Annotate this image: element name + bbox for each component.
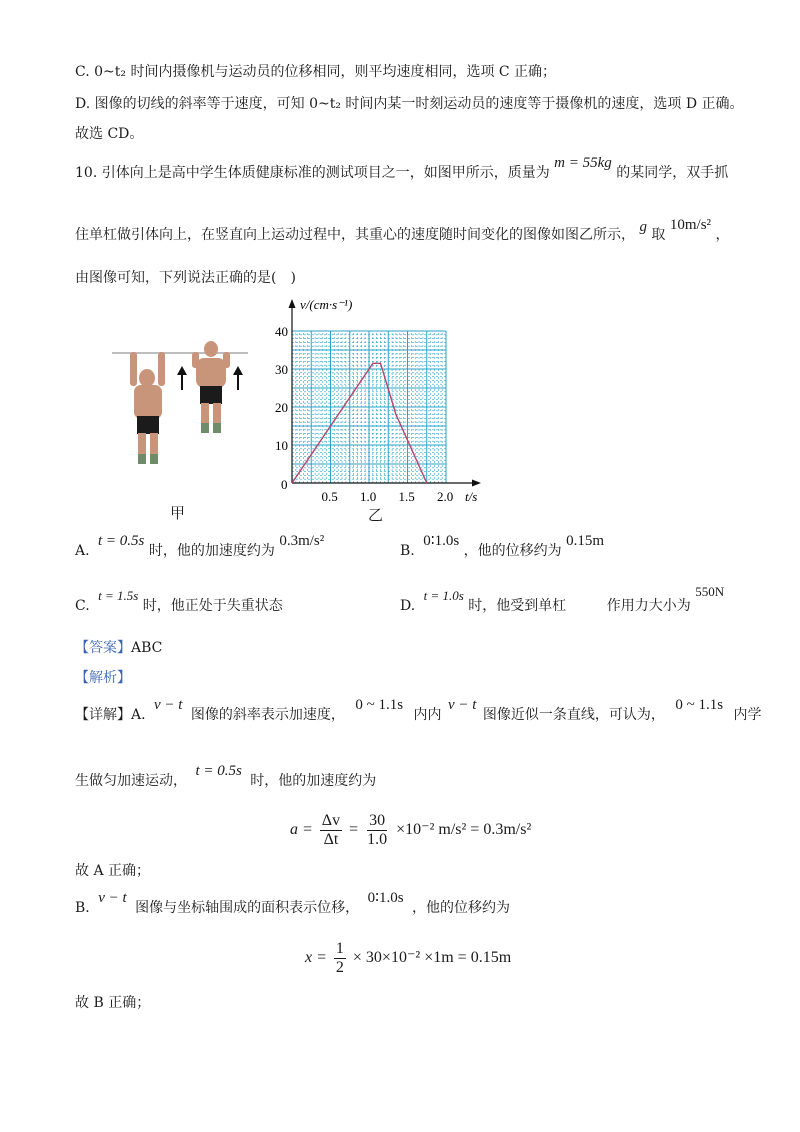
vt-chart <box>270 295 500 515</box>
series-line <box>292 363 427 483</box>
option-c: C. t = 1.5s 时，他正处于失重状态 <box>75 588 283 614</box>
y-tick-label: 10 <box>275 438 288 453</box>
option-a-value: 0.3m/s² <box>279 533 325 549</box>
x-axis-label: t/s <box>465 489 478 504</box>
x-tick-label: 1.5 <box>398 489 415 504</box>
detail-a-line1: 【详解】A. v − t 图像的斜率表示加速度， 0 ~ 1.1s 内内 v − t 图像近似一条直线，可认为， 0 ~ 1.1s 内学 <box>75 697 762 723</box>
y-axis-label: v/(cm·s⁻¹) <box>300 297 353 312</box>
detail-a-conclusion: 故 A 正确； <box>75 863 151 879</box>
x-tick-label: 2.0 <box>437 489 454 504</box>
detail-b-conclusion: 故 B 正确； <box>75 995 151 1011</box>
answer-line <box>75 637 162 657</box>
y-tick-label: 40 <box>275 324 288 339</box>
equation-acceleration: a = $\frac{\Delta v}{\Delta t}$ = $\frac{30}{1.0}$ ×10⁻² m/s² = 0.3m/s² <box>290 812 532 848</box>
answer-label: 【答案】 <box>75 640 131 656</box>
x-axis-arrow-icon <box>472 480 481 487</box>
conclusion-line: 故选 CD。 <box>75 126 144 142</box>
option-d-line: D. 图像的切线的斜率等于速度，可知 0~t₂ 时间内某一时刻运动员的速度等于摄像机的速度，选项 D 正确。 <box>75 96 744 112</box>
question-stem-3: 由图像可知，下列说法正确的是( ) <box>75 270 296 286</box>
mass-value: m = 55kg <box>554 155 612 171</box>
option-b-value: 0.15m <box>566 533 605 549</box>
option-d-value: 550N <box>695 584 725 599</box>
option-b: B. 0∶1.0s ，他的位移约为 0.15m <box>400 533 605 559</box>
y-tick-label: 20 <box>275 400 288 415</box>
option-a: A. t = 0.5s 时，他的加速度约为 0.3m/s² <box>75 533 325 559</box>
y-tick-label: 30 <box>275 362 288 377</box>
g-value: 10m/s² <box>669 217 712 233</box>
detail-b-line1: B. v − t 图像与坐标轴围成的面积表示位移， 0∶1.0s ，他的位移约为 <box>75 890 511 916</box>
x-tick-label: 1.0 <box>360 489 377 504</box>
answer-value: ABC <box>131 640 163 656</box>
figure-jia-caption: 甲 <box>170 504 186 522</box>
origin-label: 0 <box>281 477 288 492</box>
equation-displacement: x = $\frac{1}{2}$ × 30×10⁻² ×1m = 0.15m <box>305 940 512 976</box>
option-d: D. t = 1.0s 时，他受到单杠 作用力大小为 550N <box>400 584 725 614</box>
option-c-line: C. 0~t₂ 时间内摄像机与运动员的位移相同，则平均速度相同，选项 C 正确； <box>75 64 557 80</box>
detail-a-line2: 生做匀加速运动， t = 0.5s 时，他的加速度约为 <box>75 763 377 789</box>
x-tick-label: 0.5 <box>321 489 338 504</box>
figure-yi-caption: 乙 <box>368 506 384 524</box>
question-stem-1: 10. 引体向上是高中学生体质健康标准的测试项目之一，如图甲所示，质量为 m = 55kg 的某同学，双手抓 <box>75 155 729 181</box>
question-stem-2: 住单杠做引体向上，在竖直向上运动过程中，其重心的速度随时间变化的图像如图乙所示， g 取 10m/s² ， <box>75 217 730 243</box>
y-axis-arrow-icon <box>289 299 296 308</box>
analysis-label: 【解析】 <box>75 670 131 686</box>
pullup-illustration <box>110 338 250 470</box>
